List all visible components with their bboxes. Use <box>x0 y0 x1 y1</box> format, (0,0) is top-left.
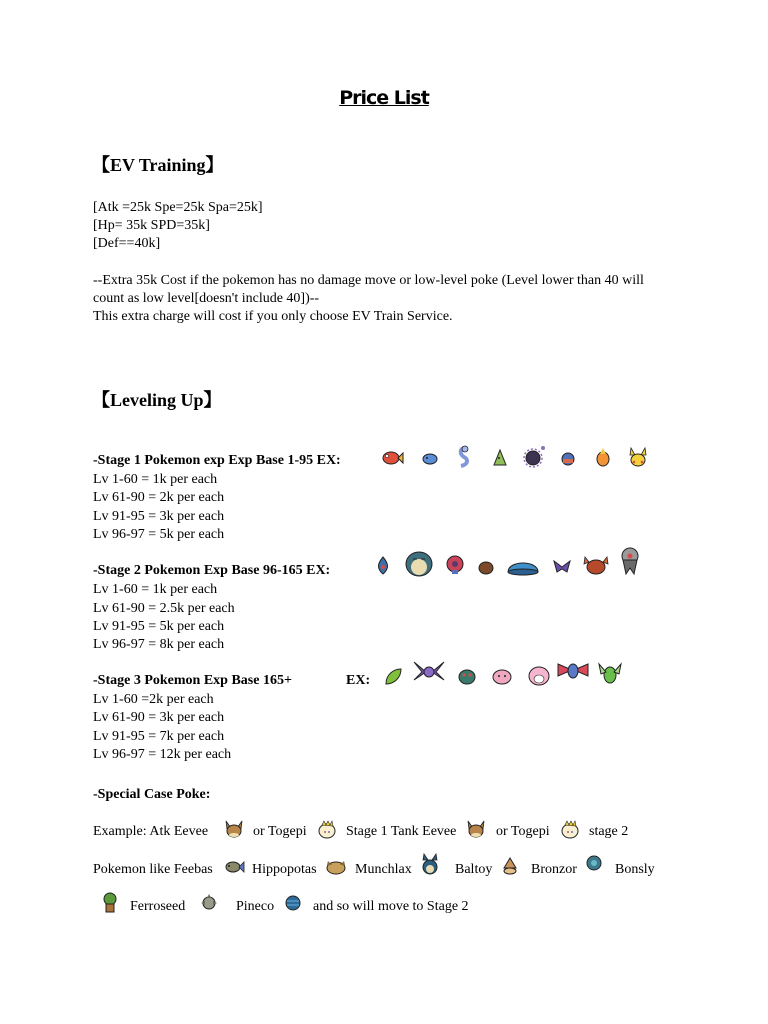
leveling-up-heading: 【Leveling Up】 <box>92 390 222 410</box>
blue-dome-icon <box>506 554 540 576</box>
teal-bug-icon <box>456 666 478 686</box>
special-text: Munchlax <box>355 862 412 877</box>
special-text: Pokemon like Feebas <box>93 862 213 877</box>
purple-bat-icon <box>552 557 572 575</box>
crobat-icon <box>412 658 446 686</box>
ev-extra-note: --Extra 35k Cost if the pokemon has no damage move or low-level poke (Level lower than 40 will <box>93 273 644 288</box>
special-text: Pineco <box>236 899 275 914</box>
ferroseed-icon <box>199 893 219 911</box>
page-title: Price List <box>339 87 429 109</box>
ev-price-line: [Def==40k] <box>93 236 161 251</box>
pikachu-icon <box>627 446 649 468</box>
larvitar-icon <box>491 448 509 468</box>
round-pokemon-icon <box>560 451 576 467</box>
stage3-price: Lv 91-95 = 7k per each <box>93 729 225 744</box>
snorlax-icon <box>403 548 435 578</box>
stage3-ex-label: EX: <box>346 673 371 688</box>
special-text: Stage 1 Tank Eevee <box>346 824 457 839</box>
special-text: stage 2 <box>589 824 629 839</box>
stage3-title: -Stage 3 Pokemon Exp Base 165+ <box>93 673 292 688</box>
ev-price-line: [Hp= 35k SPD=35k] <box>93 218 210 233</box>
stage3-price: Lv 96-97 = 12k per each <box>93 747 232 762</box>
pink-blob-icon <box>490 666 514 686</box>
ev-price-line: [Atk =25k Spe=25k Spa=25k] <box>93 200 263 215</box>
charmander-icon <box>594 446 612 468</box>
ev-extra-note: This extra charge will cost if you only choose EV Train Service. <box>93 309 453 324</box>
togepi-icon <box>316 819 338 839</box>
salamence-icon <box>556 656 590 684</box>
special-text: Hippopotas <box>252 862 317 877</box>
stage3-price: Lv 1-60 =2k per each <box>93 692 214 707</box>
special-text: Bonsly <box>615 862 655 877</box>
special-text: Ferroseed <box>130 899 186 914</box>
blissey-icon <box>526 663 552 687</box>
stage2-price: Lv 1-60 = 1k per each <box>93 582 218 597</box>
red-crab-icon <box>582 553 610 577</box>
stage1-price: Lv 91-95 = 3k per each <box>93 509 225 524</box>
stage2-price: Lv 61-90 = 2.5k per each <box>93 601 235 616</box>
stage2-price: Lv 96-97 = 8k per each <box>93 637 225 652</box>
eevee-icon <box>465 819 487 839</box>
pineco-icon <box>283 892 303 912</box>
stage1-price: Lv 96-97 = 5k per each <box>93 527 225 542</box>
special-text: and so will move to Stage 2 <box>313 899 469 914</box>
stage3-price: Lv 61-90 = 3k per each <box>93 710 225 725</box>
brown-blob-icon <box>477 559 495 575</box>
special-text: Bronzor <box>531 862 577 877</box>
special-case-heading: -Special Case Poke: <box>93 787 211 802</box>
stage1-price: Lv 61-90 = 2k per each <box>93 490 225 505</box>
duskull-icon <box>618 546 642 578</box>
dratini-icon <box>455 445 475 469</box>
magikarp-icon <box>380 447 404 467</box>
special-text: Baltoy <box>455 862 493 877</box>
stage2-title: -Stage 2 Pokemon Exp Base 96-165 EX: <box>93 563 331 578</box>
vileplume-icon <box>443 555 467 575</box>
ev-training-heading: 【EV Training】 <box>92 155 224 175</box>
blue-blob-icon <box>421 451 439 465</box>
green-leaf-icon <box>382 666 404 688</box>
special-text: or Togepi <box>496 824 550 839</box>
feebas-icon <box>223 856 245 876</box>
stage1-title: -Stage 1 Pokemon exp Exp Base 1-95 EX: <box>93 453 341 468</box>
gastly-icon <box>521 444 547 468</box>
ev-extra-note: count as low level[doesn't include 40])-- <box>93 291 320 306</box>
baltoy-icon <box>500 856 520 876</box>
bonsly-icon <box>100 892 120 914</box>
stage2-price: Lv 91-95 = 5k per each <box>93 619 225 634</box>
eevee-icon <box>223 819 245 839</box>
special-text: or Togepi <box>253 824 307 839</box>
blue-drop-icon <box>374 555 392 577</box>
munchlax-icon <box>420 852 440 876</box>
bronzor-icon <box>585 854 603 872</box>
scyther-icon <box>596 660 624 686</box>
hippopotas-icon <box>324 856 348 876</box>
togepi-icon <box>559 819 581 839</box>
stage1-price: Lv 1-60 = 1k per each <box>93 472 218 487</box>
special-example-label: Example: Atk Eevee <box>93 824 209 839</box>
